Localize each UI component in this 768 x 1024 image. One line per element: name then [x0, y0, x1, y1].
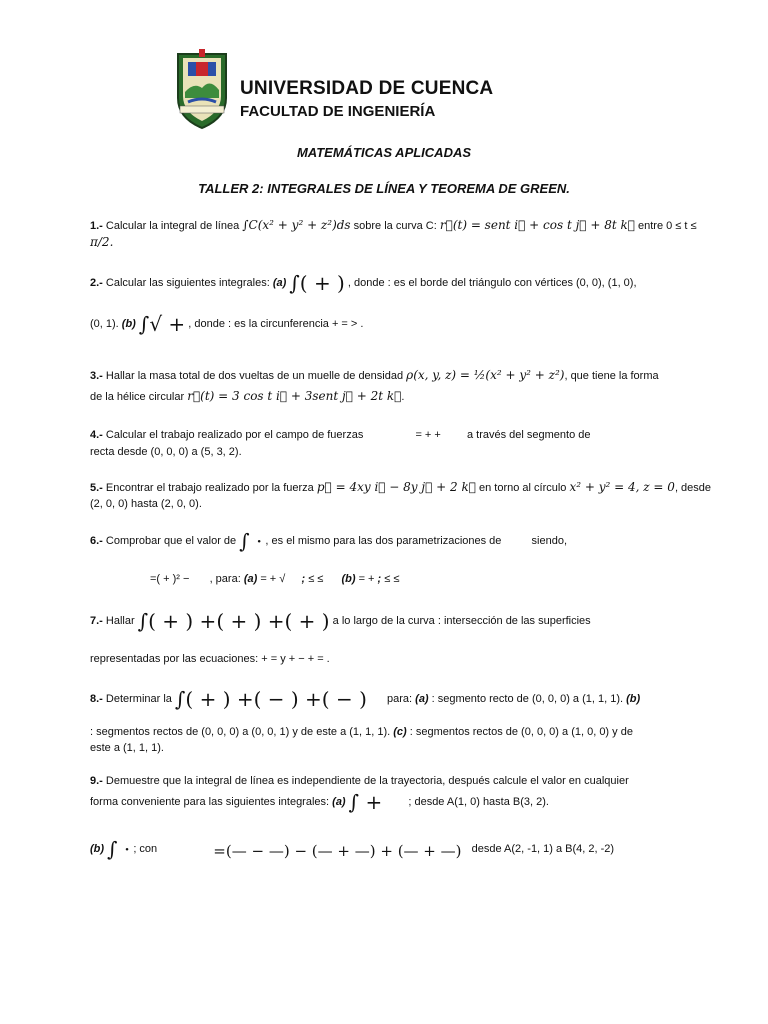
problem-number: 3.- — [90, 370, 103, 382]
part-label: (b) — [90, 843, 105, 855]
problem-9-line-1 — [90, 774, 629, 788]
problem-5-line-1 — [90, 480, 711, 495]
problem-number: 6.- — [90, 535, 103, 547]
math-expression: ∫( + ) +( − ) +( − ) — [175, 687, 367, 711]
problem-text: Hallar — [105, 615, 135, 627]
math-expression: ∫√ + — [138, 312, 186, 336]
problem-text: , desde — [674, 482, 712, 494]
university-name: UNIVERSIDAD DE CUENCA — [240, 78, 494, 99]
part-label: (b) — [121, 318, 136, 330]
math-expression: ; — [377, 573, 382, 585]
problem-number: 7.- — [90, 615, 103, 627]
problem-3-line-2 — [90, 389, 404, 404]
math-expression: = + — [358, 573, 375, 585]
problem-text: , que tiene la forma — [564, 370, 659, 382]
problem-4-line-1 — [90, 428, 591, 442]
problem-text: , donde : es el borde del triángulo con vértices (0, 0), (1, 0), — [347, 277, 637, 289]
problem-text: . — [401, 391, 405, 403]
math-expression: ∫ · — [239, 529, 263, 553]
problem-text: , para: — [209, 573, 241, 585]
problem-text: desde A(2, -1, 1) a B(4, 2, -2) — [471, 843, 615, 855]
math-expression: ∫C(x² + y² + z²)ds — [242, 218, 351, 232]
problem-9-line-2 — [90, 790, 549, 814]
problem-number: 8.- — [90, 693, 103, 705]
math-expression: + = > . — [331, 318, 364, 330]
problem-2-line-1 — [90, 271, 637, 295]
problem-1-line-1 — [90, 218, 697, 233]
problem-text: Determinar la — [105, 693, 172, 705]
math-expression: ∫( + ) — [289, 271, 345, 295]
problem-text: entre 0 ≤ t ≤ — [638, 220, 697, 232]
part-label: (a) — [415, 693, 429, 705]
math-expression: = + √ — [260, 573, 286, 585]
problem-number: 9.- — [90, 775, 103, 787]
part-label: (b) — [626, 693, 641, 705]
problem-text: Encontrar el trabajo realizado por la fuerza — [105, 482, 314, 494]
math-expression: =(— − —) − (— + —) + (— + —) — [213, 842, 462, 860]
problem-6-line-2 — [150, 572, 399, 586]
problem-8-line-2 — [90, 725, 633, 739]
part-label: (b) — [341, 573, 356, 585]
university-crest-logo — [172, 48, 232, 132]
math-expression: + = y + − + = . — [261, 653, 330, 665]
faculty-name: FACULTAD DE INGENIERÍA — [240, 103, 436, 120]
workshop-title: TALLER 2: INTEGRALES DE LÍNEA Y TEOREMA DE GREEN. — [198, 181, 570, 196]
problem-text: Calcular el trabajo realizado por el campo de fuerzas — [105, 429, 364, 441]
problem-3-line-1 — [90, 368, 659, 383]
math-expression: = + + — [415, 429, 441, 441]
problem-text: ; desde A(1, 0) hasta B(3, 2). — [408, 796, 549, 808]
problem-7-line-2 — [90, 652, 330, 666]
part-label: (c) — [393, 726, 407, 738]
math-expression: r⃗(t) = 3 cos t i⃗ + 3sent j⃗ + 2t k⃗ — [187, 389, 402, 403]
problem-number: 4.- — [90, 429, 103, 441]
math-expression: =( + )² − — [150, 573, 190, 585]
problem-number: 1.- — [90, 220, 103, 232]
problem-8-line-1 — [90, 687, 641, 711]
problem-2-line-2 — [90, 312, 364, 336]
math-expression: p⃗ = 4xy i⃗ − 8y j⃗ + 2 k⃗ — [316, 480, 476, 494]
problem-text: para: — [387, 693, 413, 705]
course-title: MATEMÁTICAS APLICADAS — [296, 145, 472, 160]
problem-text: Hallar la masa total de dos vueltas de un muelle de densidad — [105, 370, 404, 382]
problem-text: Demuestre que la integral de línea es independiente de la trayectoria, después calcule el valor en cualquier — [105, 775, 629, 787]
math-expression: ≤ ≤ — [384, 573, 400, 585]
problem-text: : segmento recto de (0, 0, 0) a (1, 1, 1). — [431, 693, 624, 705]
problem-text: sobre la curva C: — [353, 220, 437, 232]
problem-text: siendo, — [531, 535, 568, 547]
problem-text: a través del segmento de — [466, 429, 591, 441]
problem-text: representadas por las ecuaciones: — [90, 653, 259, 665]
problem-text: Calcular las siguientes integrales: — [105, 277, 270, 289]
problem-number: 5.- — [90, 482, 103, 494]
math-expression: ; — [301, 573, 306, 585]
problem-4-line-2: recta desde (0, 0, 0) a (5, 3, 2). — [90, 446, 242, 458]
math-expression: ∫( + ) +( + ) +( + ) — [137, 609, 330, 633]
problem-text: , donde : es la circunferencia — [188, 318, 329, 330]
problem-text: : segmentos rectos de (0, 0, 0) a (0, 0, 1) y de este a (1, 1, 1). — [90, 726, 391, 738]
part-label: (a) — [272, 277, 287, 289]
problem-text: : segmentos rectos de (0, 0, 0) a (1, 0, 0) y de — [409, 726, 633, 738]
problem-number: 2.- — [90, 277, 103, 289]
problem-7-line-1 — [90, 609, 591, 633]
math-expression: ∫ + — [348, 790, 383, 814]
part-label: (a) — [332, 796, 346, 808]
problem-text: , es el mismo para las dos parametrizaciones de — [265, 535, 502, 547]
math-expression: x² + y² = 4, z = 0 — [569, 480, 675, 494]
part-label: (a) — [243, 573, 258, 585]
problem-9-line-3 — [90, 837, 615, 861]
math-expression: r⃗(t) = sent i⃗ + cos t j⃗ + 8t k⃗ — [439, 218, 635, 232]
math-expression: ∫ · — [107, 837, 131, 861]
problem-text: a lo largo de la curva : intersección de las superficies — [332, 615, 591, 627]
math-expression: ≤ ≤ — [308, 573, 324, 585]
problem-text: (0, 1). — [90, 318, 119, 330]
problem-text: Comprobar que el valor de — [105, 535, 237, 547]
problem-8-line-3: este a (1, 1, 1). — [90, 742, 164, 754]
problem-text: forma conveniente para las siguientes integrales: — [90, 796, 330, 808]
problem-text: Calcular la integral de línea — [105, 220, 240, 232]
problem-text: de la hélice circular — [90, 391, 185, 403]
problem-5-line-2: (2, 0, 0) hasta (2, 0, 0). — [90, 498, 202, 510]
problem-1-limit: π/2. — [90, 235, 114, 249]
problem-text: en torno al círculo — [478, 482, 567, 494]
problem-6-line-1 — [90, 529, 568, 553]
problem-text: ; con — [133, 843, 158, 855]
math-expression: ρ(x, y, z) = ½(x² + y² + z²) — [406, 368, 565, 382]
